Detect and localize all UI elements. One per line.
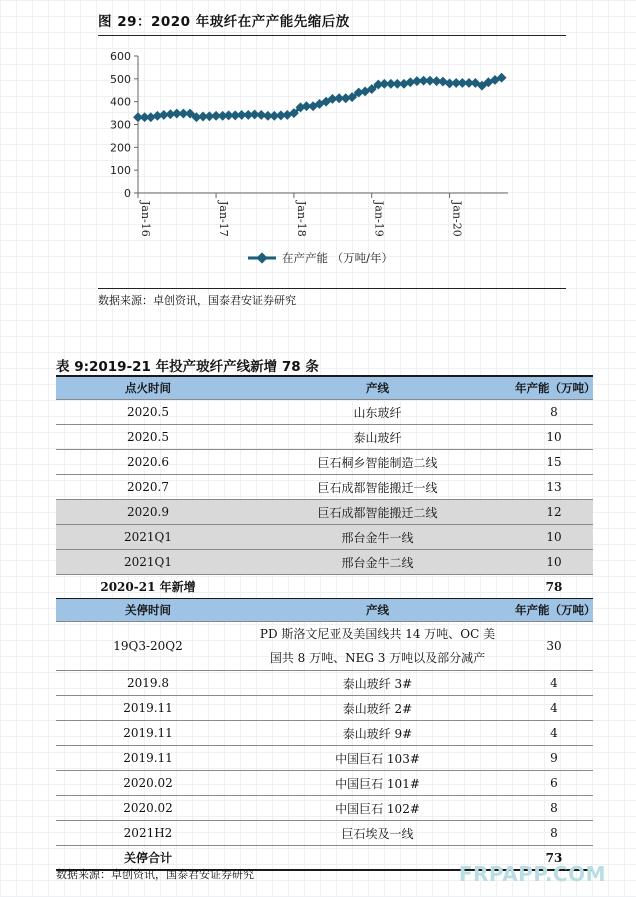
- production-line-table: [56, 375, 596, 871]
- table-source: 数据来源：卓创资讯，国泰君安证券研究: [56, 868, 254, 881]
- chart-svg: [98, 36, 568, 286]
- cell-capacity: 8: [515, 400, 593, 425]
- cell-line-part1: PD 斯洛文尼亚及美国线共 14 万吨、OC 美: [259, 627, 496, 641]
- cell-capacity: 8: [515, 796, 593, 821]
- cell-line: 巨石成都智能搬迁一线: [240, 475, 515, 500]
- table-row: [56, 696, 593, 721]
- cell-time: 2020.9: [56, 500, 240, 525]
- cell-time: 2020.7: [56, 475, 240, 500]
- y-tick-label: 300: [110, 118, 131, 132]
- figure-title: 图 29：2020 年玻纤在产产能先缩后放: [98, 10, 566, 36]
- table-header-stop: [56, 599, 593, 622]
- stop-total-value: 73: [545, 850, 563, 865]
- cell-line: 泰山玻纤 9#: [240, 721, 515, 746]
- new-total-label: 2020-21 年新增: [56, 575, 240, 599]
- table-row: [56, 475, 593, 500]
- new-total-row: [56, 575, 593, 599]
- cell-line: [240, 622, 515, 671]
- y-tick-label: 400: [110, 95, 131, 109]
- cell-line-part2: 国共 8 万吨、NEG 3 万吨以及部分减产: [269, 651, 486, 665]
- table-row: [56, 796, 593, 821]
- cell-capacity: 10: [515, 425, 593, 450]
- table-row: [56, 771, 593, 796]
- table-row: [56, 671, 593, 696]
- x-tick-label: Jan-18: [294, 201, 308, 237]
- header-capacity: 年产能（万吨）: [515, 599, 593, 622]
- cell-time: 2021Q1: [56, 550, 240, 575]
- table-header-new: [56, 376, 593, 400]
- cell-time: 2020.5: [56, 425, 240, 450]
- legend-label: 在产产能 （万吨/年）: [282, 251, 394, 265]
- y-tick-label: 600: [110, 50, 131, 63]
- cell-capacity: 4: [515, 696, 593, 721]
- x-tick-label: Jan-16: [139, 201, 152, 237]
- cell-capacity: 15: [515, 450, 593, 475]
- cell-time: 2019.11: [56, 696, 240, 721]
- y-tick-label: 0: [124, 187, 131, 200]
- table-row: [56, 525, 593, 550]
- header-line: 产线: [240, 376, 515, 400]
- capacity-line-chart: [98, 36, 568, 286]
- header-ignition-time: 点火时间: [56, 376, 240, 400]
- cell-line: 邢台金牛二线: [240, 550, 515, 575]
- cell-line: 中国巨石 102#: [240, 796, 515, 821]
- cell-line: 巨石成都智能搬迁二线: [240, 500, 515, 525]
- table-row: [56, 500, 593, 525]
- y-tick-label: 500: [110, 72, 131, 86]
- stop-total-label: 关停合计: [123, 851, 172, 865]
- x-tick-label: Jan-20: [450, 201, 464, 237]
- cell-time: 2021Q1: [56, 525, 240, 550]
- x-tick-label: Jan-19: [372, 201, 386, 237]
- table-row: [56, 425, 593, 450]
- table-row: [56, 400, 593, 425]
- cell-line: 泰山玻纤 3#: [240, 671, 515, 696]
- cell-capacity: 12: [515, 500, 593, 525]
- header-line: 产线: [240, 599, 515, 622]
- table-row: [56, 821, 593, 846]
- cell-capacity: 30: [515, 622, 593, 671]
- cell-capacity: 10: [515, 525, 593, 550]
- table-row: [56, 721, 593, 746]
- cell-time: 2019.11: [56, 746, 240, 771]
- new-total-value: 78: [515, 575, 593, 599]
- cell-time: 2020.5: [56, 400, 240, 425]
- table-row: [56, 450, 593, 475]
- cell-time: 2020.02: [56, 771, 240, 796]
- table-title: 表 9:2019-21 年投产玻纤产线新增 78 条: [56, 359, 319, 375]
- cell-line: 中国巨石 101#: [240, 771, 515, 796]
- cell-capacity: 10: [515, 550, 593, 575]
- legend-marker: [256, 252, 267, 263]
- table-row: [56, 550, 593, 575]
- cell-line: 山东玻纤: [240, 400, 515, 425]
- cell-line: 邢台金牛一线: [240, 525, 515, 550]
- cell-time: 2020.6: [56, 450, 240, 475]
- y-tick-label: 200: [110, 141, 131, 155]
- cell-capacity: 4: [515, 721, 593, 746]
- cell-capacity: 8: [515, 821, 593, 846]
- cell-line: 巨石埃及一线: [240, 821, 515, 846]
- y-tick-label: 100: [110, 164, 131, 178]
- cell-time: 2020.02: [56, 796, 240, 821]
- cell-line: 中国巨石 103#: [240, 746, 515, 771]
- table-row: [56, 622, 593, 671]
- table-row: [56, 746, 593, 771]
- cell-time: 2019.8: [56, 671, 240, 696]
- header-stop-time: 关停时间: [56, 599, 240, 622]
- figure-source: 数据来源：卓创资讯，国泰君安证券研究: [98, 288, 566, 308]
- watermark-logo: FRPAPP.COM: [458, 862, 606, 886]
- cell-capacity: 13: [515, 475, 593, 500]
- cell-line: 巨石桐乡智能制造二线: [240, 450, 515, 475]
- new-total-spacer: [240, 575, 515, 599]
- cell-time: 2019.11: [56, 721, 240, 746]
- cell-line: 泰山玻纤 2#: [240, 696, 515, 721]
- x-tick-label: Jan-17: [217, 201, 231, 237]
- cell-capacity: 4: [515, 671, 593, 696]
- cell-time: 19Q3-20Q2: [56, 622, 240, 671]
- cell-line: 泰山玻纤: [240, 425, 515, 450]
- cell-time: 2021H2: [56, 821, 240, 846]
- cell-capacity: 9: [515, 746, 593, 771]
- cell-capacity: 6: [515, 771, 593, 796]
- header-capacity: 年产能（万吨）: [515, 376, 593, 400]
